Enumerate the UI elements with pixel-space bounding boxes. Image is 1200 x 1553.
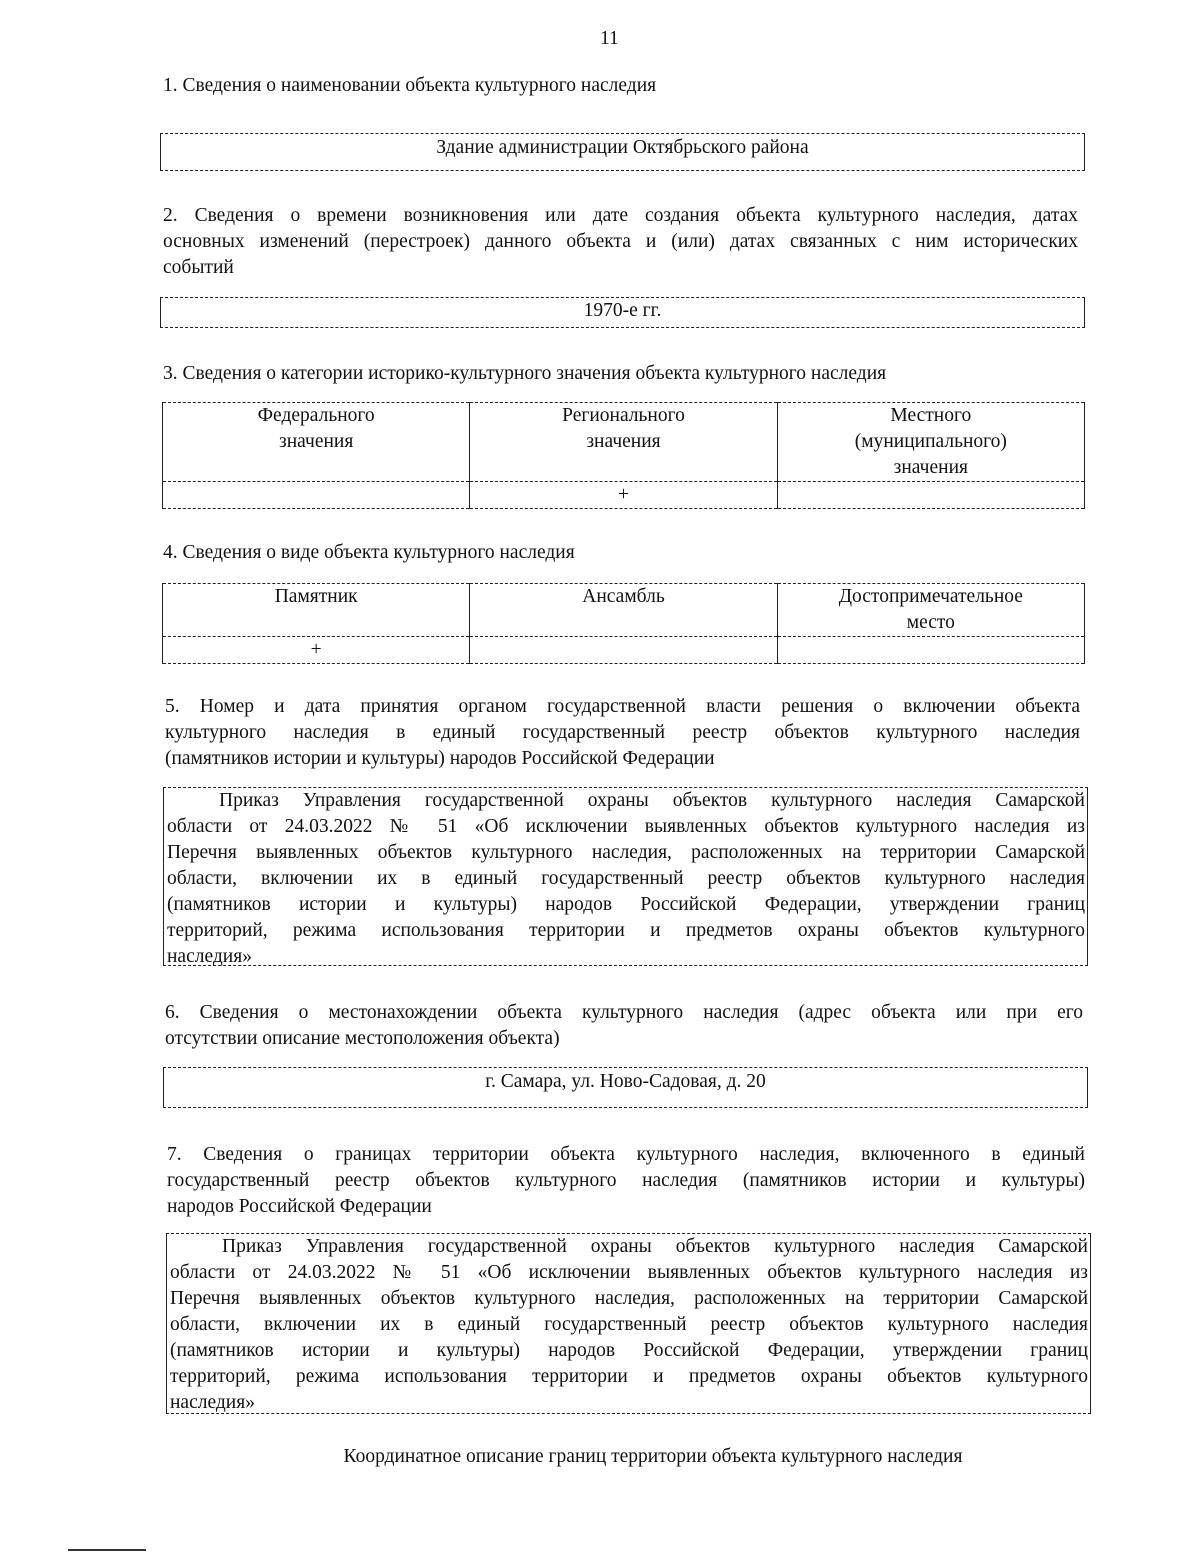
mark-cell <box>777 637 1084 664</box>
type-table <box>162 583 1085 664</box>
section-7-heading <box>167 1142 1085 1220</box>
order-line: Приказ Управления государственной охраны объектов культурного наследия Самарской <box>219 790 1085 811</box>
order-line: территорий, режима использования территории и предметов охраны объектов культурного <box>167 920 1085 941</box>
order-line: наследия» <box>167 946 252 967</box>
mark-cell <box>777 482 1084 509</box>
header-line: Федерального <box>257 405 375 426</box>
header-line: Ансамбль <box>582 586 665 607</box>
header-line: значения <box>893 457 968 478</box>
header-line: значения <box>586 431 661 452</box>
section-3-heading: 3. Сведения о категории историко-культурного значения объекта культурного наследия <box>163 363 887 384</box>
header-line: Местного <box>890 405 972 426</box>
order-line: области от 24.03.2022 № 51 «Об исключении выявленных объектов культурного наследия из <box>167 816 1085 837</box>
section-6-heading <box>165 1000 1083 1052</box>
coordinates-heading: Координатное описание границ территории объекта культурного наследия <box>343 1446 963 1467</box>
category-table <box>162 402 1085 509</box>
heading-line: государственный реестр объектов культурного наследия (памятников истории и культуры) <box>167 1170 1085 1191</box>
heading-line: отсутствии описание местоположения объекта) <box>165 1028 560 1049</box>
header-line: Памятник <box>274 586 358 607</box>
mark-cell: + <box>470 482 777 509</box>
order-line: области, включении их в единый государственный реестр объектов культурного наследия <box>167 868 1085 889</box>
col-ensemble <box>470 584 777 637</box>
creation-date: 1970-е гг. <box>583 300 662 321</box>
order-line: области, включении их в единый государственный реестр объектов культурного наследия <box>170 1314 1088 1335</box>
order-line: Перечня выявленных объектов культурного наследия, расположенных на территории Самарской <box>167 842 1085 863</box>
heading-line: 5. Номер и дата принятия органом государственной власти решения о включении объекта <box>165 696 1080 717</box>
header-line: значения <box>279 431 354 452</box>
footnote-divider <box>68 1549 146 1551</box>
order-line: (памятников истории и культуры) народов Российской Федерации, утверждении границ <box>167 894 1085 915</box>
col-landmark <box>777 584 1084 637</box>
section-2-heading <box>163 203 1078 281</box>
order-line: Приказ Управления государственной охраны объектов культурного наследия Самарской <box>222 1236 1088 1257</box>
order-line: области от 24.03.2022 № 51 «Об исключении выявленных объектов культурного наследия из <box>170 1262 1088 1283</box>
header-line: Регионального <box>562 405 685 426</box>
section-4-heading: 4. Сведения о виде объекта культурного наследия <box>163 542 575 563</box>
mark-cell: + <box>163 637 470 664</box>
heading-line: народов Российской Федерации <box>167 1196 432 1217</box>
page-number: 11 <box>600 28 619 49</box>
col-federal <box>163 403 470 482</box>
header-line: Достопримечательное <box>838 586 1023 607</box>
address: г. Самара, ул. Ново-Садовая, д. 20 <box>485 1071 766 1092</box>
header-line: место <box>906 612 955 633</box>
col-monument <box>163 584 470 637</box>
col-local <box>777 403 1084 482</box>
heading-line: 2. Сведения о времени возникновения или дате создания объекта культурного наследия, датах <box>163 205 1078 226</box>
order-line: Перечня выявленных объектов культурного наследия, расположенных на территории Самарской <box>170 1288 1088 1309</box>
section-1-box <box>160 133 1085 171</box>
heading-line: событий <box>163 257 234 278</box>
mark-cell <box>163 482 470 509</box>
section-5-heading <box>165 694 1080 772</box>
mark-cell <box>470 637 777 664</box>
heading-line: (памятников истории и культуры) народов Российской Федерации <box>165 748 715 769</box>
section-5-box <box>163 787 1088 966</box>
order-line: наследия» <box>170 1392 255 1413</box>
section-6-box <box>163 1067 1088 1108</box>
order-line: (памятников истории и культуры) народов Российской Федерации, утверждении границ <box>170 1340 1088 1361</box>
order-line: территорий, режима использования территории и предметов охраны объектов культурного <box>170 1366 1088 1387</box>
col-regional <box>470 403 777 482</box>
section-1-heading: 1. Сведения о наименовании объекта культурного наследия <box>163 75 657 96</box>
section-7-box <box>166 1233 1091 1414</box>
heading-line: культурного наследия в единый государственный реестр объектов культурного наследия <box>165 722 1080 743</box>
heading-line: основных изменений (перестроек) данного объекта и (или) датах связанных с ним исторических <box>163 231 1078 252</box>
object-name: Здание администрации Октябрьского района <box>436 137 809 158</box>
heading-line: 6. Сведения о местонахождении объекта культурного наследия (адрес объекта или при его <box>165 1002 1083 1023</box>
heading-line: 7. Сведения о границах территории объекта культурного наследия, включенного в единый <box>167 1144 1085 1165</box>
header-line: (муниципального) <box>854 431 1007 452</box>
section-2-box <box>160 297 1085 328</box>
